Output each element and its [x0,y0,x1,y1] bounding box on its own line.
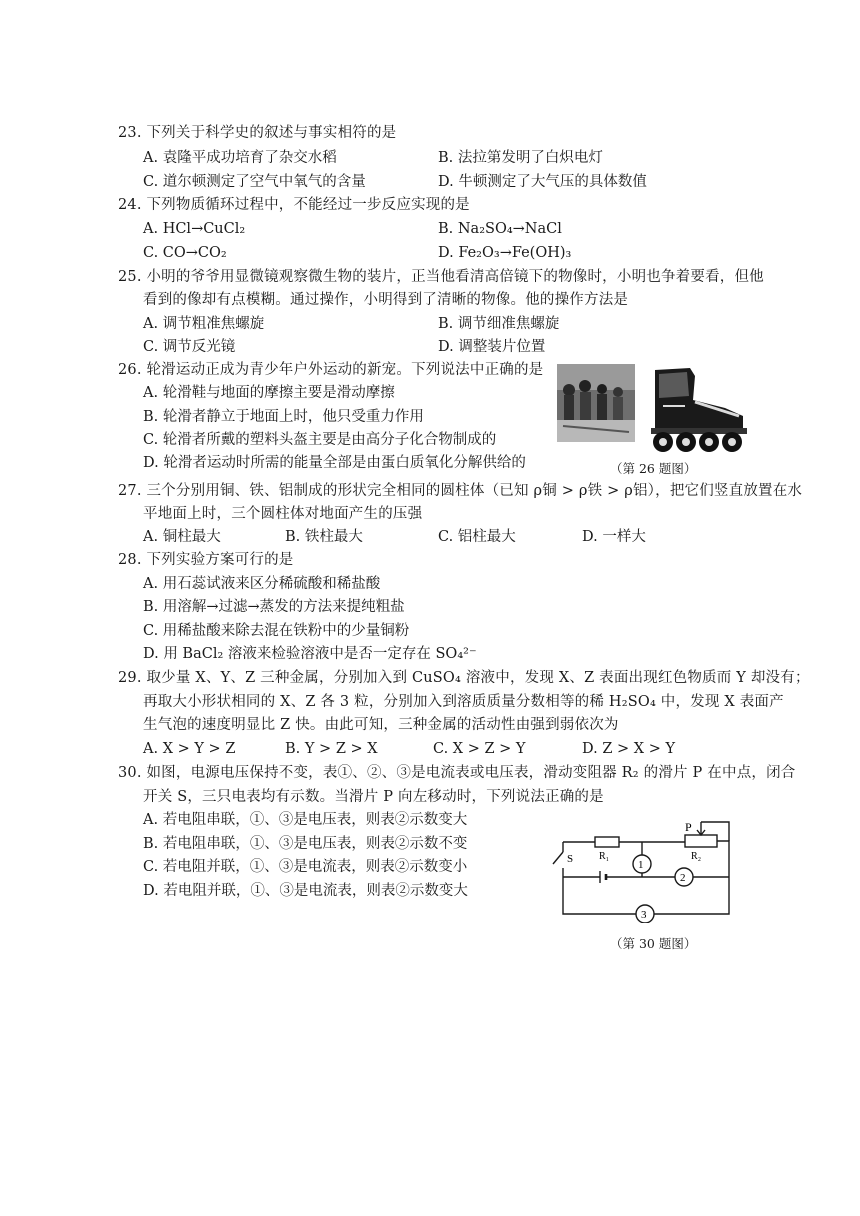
q29-option-c: C. X > Z > Y [433,741,526,757]
circuit-label-r1: R₁ [599,851,610,862]
q30-option-d: D. 若电阻并联，①、③是电流表，则表②示数变大 [143,883,468,899]
q26-stem: 26. 轮滑运动正成为青少年户外运动的新宠。下列说法中正确的是 [118,362,544,378]
q28-option-b: B. 用溶解→过滤→蒸发的方法来提纯粗盐 [143,599,405,615]
q30-circuit-diagram [545,818,745,923]
q26-option-c: C. 轮滑者所戴的塑料头盔主要是由高分子化合物制成的 [143,432,497,448]
q24-stem: 24. 下列物质循环过程中，不能经过一步反应实现的是 [118,197,470,213]
meter-3-label: 3 [641,909,647,921]
q25-option-c: C. 调节反光镜 [143,339,236,355]
q29-option-d: D. Z > X > Y [582,741,676,757]
q27-stem-line1: 27. 三个分别用铜、铁、铝制成的形状完全相同的圆柱体（已知 ρ铜 > ρ铁 > ρ铝），把它们竖直放置在水 [118,483,803,499]
q23-stem: 23. 下列关于科学史的叙述与事实相符的是 [118,125,397,141]
q26-option-a: A. 轮滑鞋与地面的摩擦主要是滑动摩擦 [143,385,395,401]
q24-option-b: B. Na₂SO₄→NaCl [438,221,562,237]
q30-stem-line2: 开关 S，三只电表均有示数。当滑片 P 向左移动时，下列说法正确的是 [143,789,604,805]
q24-option-d: D. Fe₂O₃→Fe(OH)₃ [438,245,572,261]
skaters-photo [557,364,635,442]
q30-option-b: B. 若电阻串联，①、③是电压表，则表②示数不变 [143,836,468,852]
q29-option-b: B. Y > Z > X [285,741,378,757]
q29-option-a: A. X > Y > Z [143,741,236,757]
q24-option-c: C. CO→CO₂ [143,245,227,261]
q28-option-a: A. 用石蕊试液来区分稀硫酸和稀盐酸 [143,576,381,592]
q27-option-d: D. 一样大 [582,529,646,545]
q28-option-d: D. 用 BaCl₂ 溶液来检验溶液中是否一定存在 SO₄²⁻ [143,646,477,662]
q27-option-a: A. 铜柱最大 [143,529,221,545]
q25-option-b: B. 调节细准焦螺旋 [438,316,560,332]
q26-option-b: B. 轮滑者静立于地面上时，他只受重力作用 [143,409,424,425]
q28-option-c: C. 用稀盐酸来除去混在铁粉中的少量铜粉 [143,623,410,639]
q27-stem-line2: 平地面上时，三个圆柱体对地面产生的压强 [143,506,423,522]
q23-option-d: D. 牛顿测定了大气压的具体数值 [438,174,647,190]
q24-option-a: A. HCl→CuCl₂ [143,221,246,237]
q25-option-a: A. 调节粗准焦螺旋 [143,316,265,332]
q26-figure-caption: （第 26 题图） [610,461,697,476]
inline-skate-drawing [651,368,747,452]
circuit-label-p: P [685,820,692,834]
q23-option-c: C. 道尔顿测定了空气中氧气的含量 [143,174,366,190]
resistor-r1 [595,837,619,847]
q28-stem: 28. 下列实验方案可行的是 [118,552,294,568]
q30-figure-caption: （第 30 题图） [610,936,697,951]
q29-stem-line1: 29. 取少量 X、Y、Z 三种金属，分别加入到 CuSO₄ 溶液中，发现 X、Z 表面出现红色物质而 Y 却没有； [118,670,810,686]
meter-1-label: 1 [638,859,644,871]
circuit-label-s: S [567,853,574,865]
meter-2-label: 2 [680,872,686,884]
q23-option-a: A. 袁隆平成功培育了杂交水稻 [143,150,337,166]
q29-stem-line3: 生气泡的速度明显比 Z 快。由此可知，三种金属的活动性由强到弱依次为 [143,717,619,733]
q25-stem-line1: 25. 小明的爷爷用显微镜观察微生物的装片，正当他看清高倍镜下的物像时，小明也争着要看，但他 [118,269,764,285]
resistor-r2 [685,835,717,847]
q25-option-d: D. 调整装片位置 [438,339,546,355]
q30-option-a: A. 若电阻串联，①、③是电压表，则表②示数变大 [143,812,468,828]
q23-option-b: B. 法拉第发明了白炽电灯 [438,150,603,166]
q26-option-d: D. 轮滑者运动时所需的能量全部是由蛋白质氧化分解供给的 [143,455,526,471]
q26-roller-skating-figure [555,362,750,454]
q27-option-c: C. 铝柱最大 [438,529,516,545]
circuit-label-r2: R₂ [691,851,702,862]
q25-stem-line2: 看到的像却有点模糊。通过操作，小明得到了清晰的物像。他的操作方法是 [143,292,629,308]
q30-option-c: C. 若电阻并联，①、③是电流表，则表②示数变小 [143,859,468,875]
q29-stem-line2: 再取大小形状相同的 X、Z 各 3 粒，分别加入到溶质质量分数相等的稀 H₂SO₄ 中，发现 X 表面产 [143,694,784,710]
q27-option-b: B. 铁柱最大 [285,529,363,545]
q30-stem-line1: 30. 如图，电源电压保持不变，表①、②、③是电流表或电压表，滑动变阻器 R₂ 的滑片 P 在中点，闭合 [118,765,796,781]
